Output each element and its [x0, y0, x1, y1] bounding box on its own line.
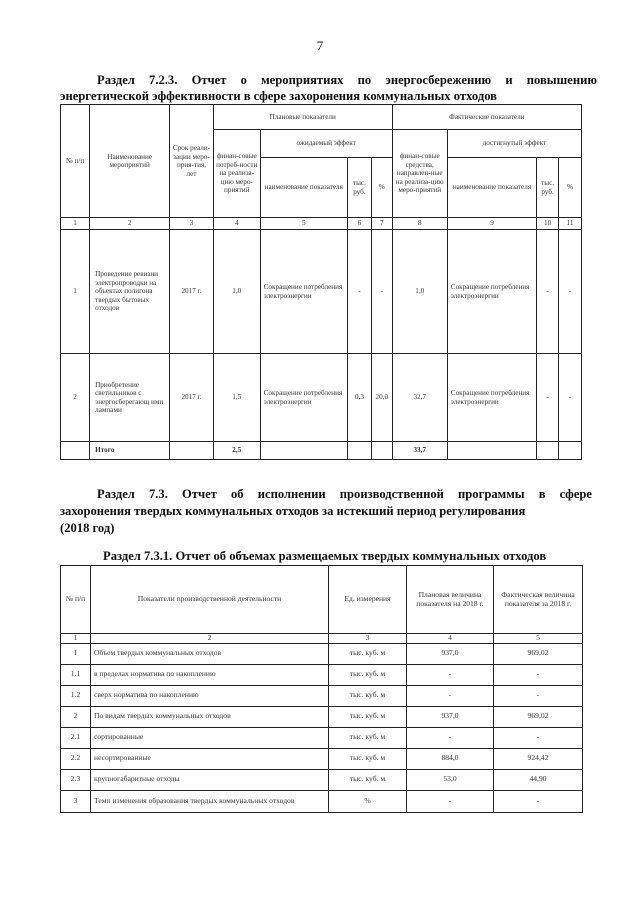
row-name: крупногабаритные отходы: [91, 769, 329, 790]
section-731-title: Раздел 7.3.1. Отчет об объемах размещаемых твердых коммунальных отходов: [103, 549, 547, 563]
row-plan-rub: 0,3: [347, 354, 371, 442]
row-plan: -: [407, 790, 494, 812]
row-plan-name: Сокращение потребления электроэнергии: [260, 354, 347, 442]
row-unit: тыс. куб. м: [329, 769, 407, 790]
row-plan: 884,0: [407, 748, 494, 769]
row-fact-pct: -: [559, 354, 582, 442]
col-number: 10: [537, 218, 559, 230]
section-73-title-line1: Раздел 7.3. Отчет об исполнении производственной программы в сфере: [97, 487, 592, 501]
header-fact-rub: тыс. руб.: [537, 158, 559, 218]
row-plan-rub: -: [347, 230, 371, 354]
col-number: 3: [329, 634, 407, 644]
total-label: Итого: [90, 442, 170, 460]
table-row: [61, 354, 582, 442]
table-row: [61, 727, 583, 748]
row-fact: 969,02: [494, 706, 583, 727]
row-plan: -: [407, 685, 494, 706]
col-number: 3: [170, 218, 214, 230]
row-fact-rub: -: [537, 230, 559, 354]
row-fact-pct: -: [559, 230, 582, 354]
header-num: № п/п: [61, 105, 90, 218]
page-number: 7: [316, 38, 324, 53]
col-number: 4: [213, 218, 260, 230]
col-number: 2: [91, 634, 329, 644]
row-term: 2017 г.: [170, 230, 214, 354]
table-row: [61, 748, 583, 769]
row-fact: -: [494, 790, 583, 812]
row-fact: 969,02: [494, 643, 583, 664]
row-unit: тыс. куб. м: [329, 643, 407, 664]
header-fact-fin: финан-совые средства, направлен-ные на реализа-цию меро-приятий: [392, 130, 447, 218]
table-row: [61, 706, 583, 727]
row-plan: -: [407, 664, 494, 685]
table-row: [61, 769, 583, 790]
row-unit: тыс. куб. м: [329, 664, 407, 685]
total-row: [61, 442, 582, 460]
row-num: 2.1: [61, 727, 91, 748]
section-73-title-line3: (2018 год): [60, 521, 115, 535]
row-plan: -: [407, 727, 494, 748]
row-name: По видам твердых коммунальных отходов: [91, 706, 329, 727]
row-plan-fin: 1,0: [213, 230, 260, 354]
row-fact: 924,42: [494, 748, 583, 769]
section-723-title-line2: энергетической эффективности в сфере захоронения коммунальных отходов: [60, 89, 497, 103]
col-number: 5: [260, 218, 347, 230]
row-plan-fin: 1,5: [213, 354, 260, 442]
header-expected-effect: ожидаемый эффект: [260, 130, 392, 158]
row-name: в пределах норматива по накоплению: [91, 664, 329, 685]
total-fact-fin: 33,7: [392, 442, 447, 460]
header-indicator: Показатели производственной деятельности: [91, 566, 329, 634]
col-number: 5: [494, 634, 583, 644]
header-plan-pct: %: [371, 158, 392, 218]
row-num: 1: [61, 230, 90, 354]
header-plan: Плановая величина показателя на 2018 г.: [407, 566, 494, 634]
col-number: 7: [371, 218, 392, 230]
col-number: 6: [347, 218, 371, 230]
row-num: 1.1: [61, 664, 91, 685]
col-number: 8: [392, 218, 447, 230]
row-name: несортированные: [91, 748, 329, 769]
row-unit: тыс. куб. м: [329, 685, 407, 706]
row-plan: 937,0: [407, 706, 494, 727]
row-fact-rub: -: [537, 354, 559, 442]
col-number: 4: [407, 634, 494, 644]
header-fact: Фактическая величина показателя за 2018 г.: [494, 566, 583, 634]
header-name: Наименование мероприятий: [90, 105, 170, 218]
row-unit: %: [329, 790, 407, 812]
header-term: Срок реали-зации меро-прия-тия, лет: [170, 105, 214, 218]
header-plan-fin: финан-совые потреб-ности на реализа-цию меро-приятий: [213, 130, 260, 218]
col-number: 2: [90, 218, 170, 230]
row-term: 2017 г.: [170, 354, 214, 442]
table-row: [61, 790, 583, 812]
section-73-title-line2: захоронения твердых коммунальных отходов за истекший период регулирования: [60, 504, 526, 518]
row-fact-fin: 1,0: [392, 230, 447, 354]
row-fact: -: [494, 727, 583, 748]
row-name: сверх норматива по накоплению: [91, 685, 329, 706]
header-fact-indicator: наименование показателя: [447, 158, 536, 218]
header-achieved-effect: достигнутый эффект: [447, 130, 581, 158]
row-plan: 53,0: [407, 769, 494, 790]
header-plan-indicator: наименование показателя: [260, 158, 347, 218]
row-name: Темп изменения образования твердых коммунальных отходов: [91, 790, 329, 812]
row-fact-fin: 32,7: [392, 354, 447, 442]
row-name: Проведение ревизии электропроводки на объектах полигона твердых бытовых отходов: [90, 230, 170, 354]
row-plan: 937,0: [407, 643, 494, 664]
row-num: 1.2: [61, 685, 91, 706]
header-fact-group: Фактические показатели: [392, 105, 581, 130]
row-num: 2.3: [61, 769, 91, 790]
row-plan-name: Сокращение потребления электроэнергии: [260, 230, 347, 354]
col-number: 11: [559, 218, 582, 230]
col-number: 1: [61, 218, 90, 230]
header-unit: Ед. измерения: [329, 566, 407, 634]
row-num: 2: [61, 706, 91, 727]
row-fact-name: Сокращение потребления электроэнергии: [447, 230, 536, 354]
row-unit: тыс. куб. м: [329, 748, 407, 769]
section-723-title-line1: Раздел 7.2.3. Отчет о мероприятиях по энергосбережению и повышению: [97, 73, 597, 87]
row-fact: -: [494, 685, 583, 706]
row-num: 3: [61, 790, 91, 812]
table-row: [61, 664, 583, 685]
row-fact-name: Сокращение потребления электроэнергии: [447, 354, 536, 442]
col-number: 1: [61, 634, 91, 644]
row-plan-pct: -: [371, 230, 392, 354]
header-plan-rub: тыс. руб.: [347, 158, 371, 218]
table-row: [61, 685, 583, 706]
energy-saving-table: [60, 104, 582, 460]
row-plan-pct: 20,0: [371, 354, 392, 442]
row-name: Приобретение светильников с энергосберегающ ими лампами: [90, 354, 170, 442]
table-row: [61, 230, 582, 354]
row-fact: -: [494, 664, 583, 685]
row-name: Объем твердых коммунальных отходов: [91, 643, 329, 664]
header-plan-group: Плановые показатели: [213, 105, 392, 130]
row-name: сортированные: [91, 727, 329, 748]
row-num: 2.2: [61, 748, 91, 769]
header-fact-pct: %: [559, 158, 582, 218]
row-fact: 44,90: [494, 769, 583, 790]
total-plan-fin: 2,5: [213, 442, 260, 460]
col-number: 9: [447, 218, 536, 230]
row-num: 1: [61, 643, 91, 664]
waste-volume-table: [60, 565, 583, 813]
row-num: 2: [61, 354, 90, 442]
header-num: № п/п: [61, 566, 91, 634]
row-unit: тыс. куб. м: [329, 727, 407, 748]
row-unit: тыс. куб. м: [329, 706, 407, 727]
table-row: [61, 643, 583, 664]
